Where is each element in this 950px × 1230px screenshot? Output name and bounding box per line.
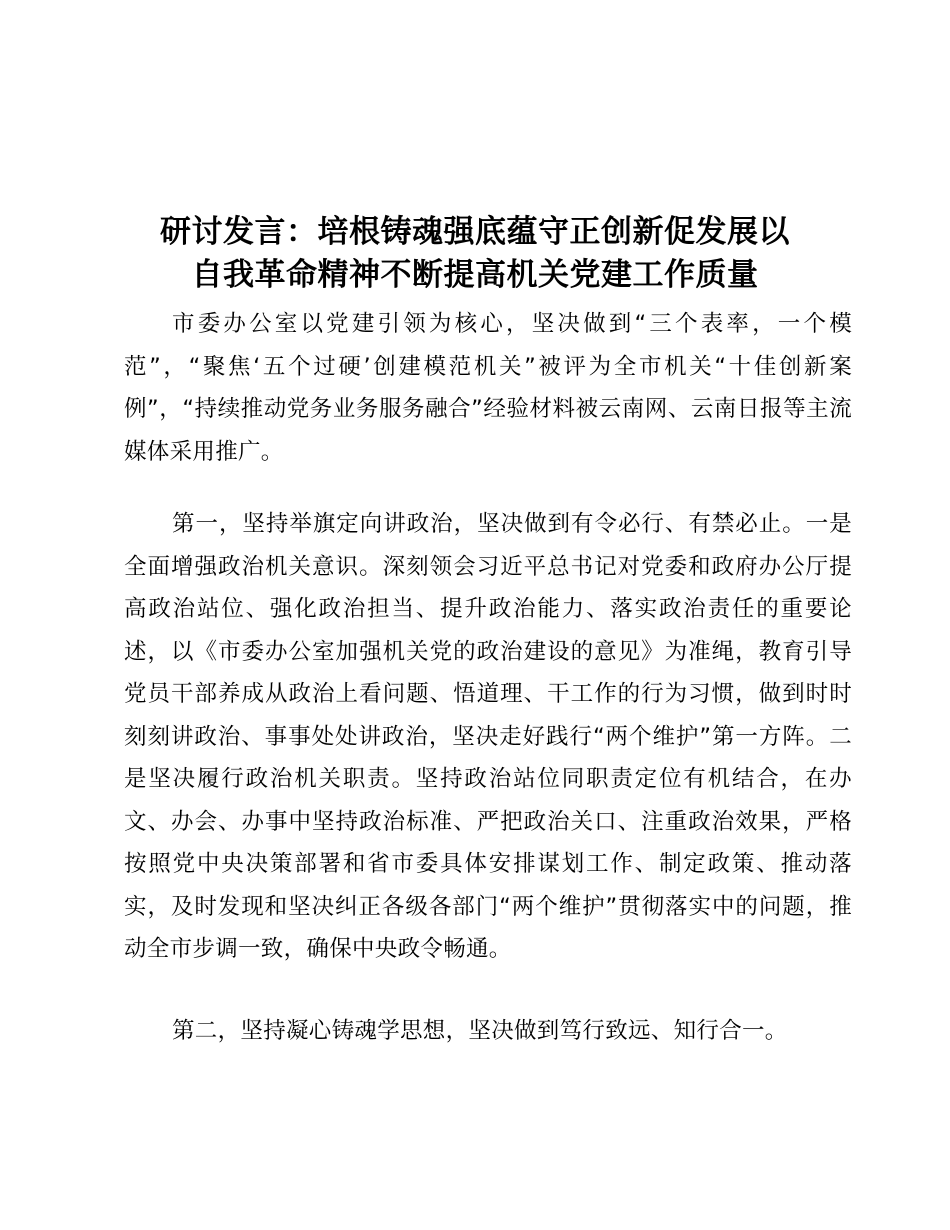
paragraph-first-point: 第一，坚持举旗定向讲政治，坚决做到有令必行、有禁必止。一是全面增强政治机关意识。深刻领会习近平总书记对党委和政府办公厅提高政治站位、强化政治担当、提升政治能力、落实政治责任的重要论述，以《市委办公室加强机关党的政治建设的意见》为准绳，教育引导党员干部养成从政治上看问题、悟道理、干工作的行为习惯，做到时时刻刻讲政治、事事处处讲政治，坚决走好践行“两个维护”第一方阵。二是坚决履行政治机关职责。坚持政治站位同职责定位有机结合，在办文、办会、办事中坚持政治标准、严把政治关口、注重政治效果，严格按照党中央决策部署和省市委具体安排谋划工作、制定政策、推动落实，及时发现和坚决纠正各级各部门“两个维护”贯彻落实中的问题，推动全市步调一致，确保中央政令畅通。 (124, 511, 852, 962)
paragraph-second-point: 第二，坚持凝心铸魂学思想，坚决做到笃行致远、知行合一。 (172, 1018, 788, 1044)
document-title-line-1: 研讨发言：培根铸魂强底蕴守正创新促发展以 (160, 214, 790, 250)
paragraph-intro: 市委办公室以党建引领为核心，坚决做到“三个表率，一个模范”，“聚焦‘五个过硬’创建模范机关”被评为全市机关“十佳创新案例”，“持续推动党务业务服务融合”经验材料被云南网、云南日报等主流媒体采用推广。 (124, 311, 852, 465)
document-title-line-2: 自我革命精神不断提高机关党建工作质量 (191, 257, 759, 293)
